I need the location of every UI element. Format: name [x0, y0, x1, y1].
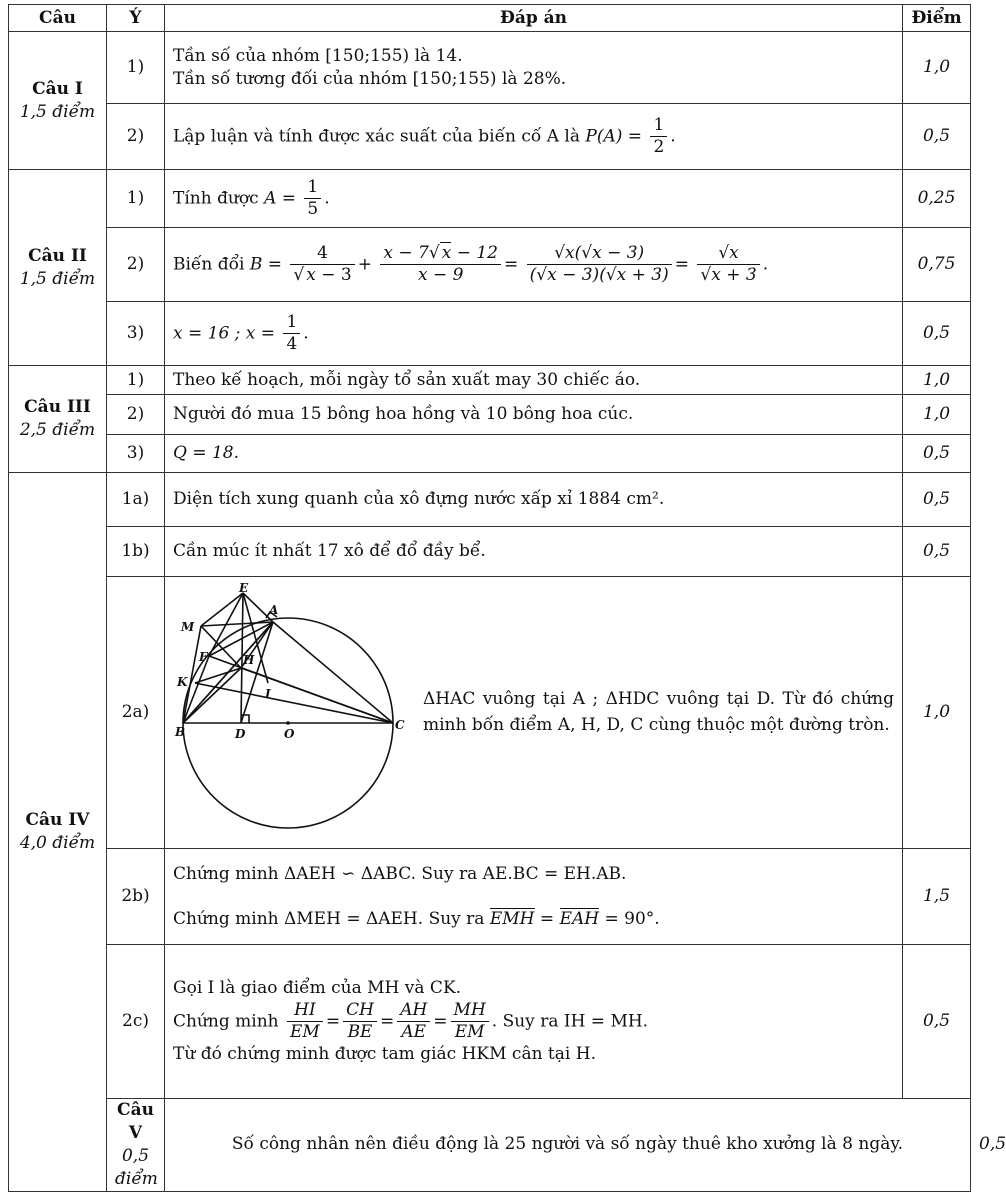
- label-m: M: [181, 619, 195, 634]
- table-row: [9, 527, 971, 577]
- header-y: Ý: [107, 5, 165, 32]
- den-rest: − 3: [315, 265, 352, 285]
- table-row: [9, 577, 971, 849]
- fraction: [287, 1000, 323, 1044]
- answer-text: Theo kế hoạch, mỗi ngày tổ sản xuất may 30 chiếc áo.: [165, 366, 903, 395]
- table-row: [9, 366, 971, 395]
- y-label: 2b): [107, 849, 165, 945]
- frac-num: MH: [451, 1000, 489, 1022]
- cau-points: 1,5 điểm: [19, 268, 96, 289]
- answer-text: Chứng minh ΔMEH = ΔAEH. Suy ra: [173, 908, 485, 929]
- frac-num: 4: [290, 243, 354, 265]
- answer-line: Tần số của nhóm [150;155) là 14.: [173, 45, 463, 66]
- plus-sign: +: [357, 254, 372, 274]
- fraction: [380, 243, 501, 287]
- answer-cell: x = 16 ; x = $\frac{1}{4}$ .: [165, 302, 903, 366]
- label-a: A: [269, 602, 279, 617]
- score: 0,25: [903, 170, 971, 228]
- frac-den: 2: [653, 137, 665, 157]
- frac-den: x − 9: [417, 265, 464, 285]
- cau-3-cell: [9, 366, 107, 473]
- answer-line: [173, 908, 894, 931]
- answer-cell: [165, 849, 903, 945]
- answer-table: [8, 4, 1006, 1192]
- fraction: [650, 115, 667, 159]
- score: 0,75: [903, 228, 971, 302]
- cau-title: Câu III: [24, 397, 91, 418]
- cau-2-cell: [9, 170, 107, 366]
- answer-cell: [165, 32, 903, 104]
- cau-1-cell: [9, 32, 107, 170]
- answer-text: Tính được: [173, 188, 259, 208]
- sqrt-body: x: [441, 242, 452, 263]
- header-row: [9, 5, 971, 32]
- table-row: Câu V 0,5 điểm Số công nhân nên điều động là 25 người và số ngày thuê kho xưởng là 8 ngày. 0,5: [9, 1099, 971, 1192]
- equals-sign: =: [503, 254, 519, 274]
- answer-cell: Lập luận và tính được xác suất của biến cố A là P(A) = $\frac{1}{2}$ .: [165, 104, 903, 170]
- answer-cell: [165, 945, 903, 1099]
- label-b: B: [175, 724, 186, 739]
- cau-points: 1,5 điểm: [19, 101, 96, 122]
- y-label: 2): [107, 395, 165, 435]
- label-c: C: [395, 717, 405, 732]
- frac-num: CH: [343, 1000, 377, 1022]
- frac-num: √x(√x − 3): [527, 243, 672, 265]
- segment-ma: [201, 622, 273, 626]
- label-e: E: [239, 580, 249, 595]
- y-label: 2a): [107, 577, 165, 849]
- segment-kc: [195, 683, 393, 723]
- geometry-figure: [173, 580, 405, 838]
- label-d: D: [235, 726, 246, 741]
- fraction: [283, 312, 300, 356]
- center-dot: [286, 721, 290, 725]
- cau-points: 0,5 điểm: [115, 1145, 158, 1189]
- num-part: x − 7: [383, 242, 429, 263]
- y-label: 1a): [107, 473, 165, 527]
- fraction: [527, 243, 672, 287]
- label-h: H: [243, 652, 255, 667]
- equals-sign: =: [534, 908, 560, 929]
- header-dap-an: Đáp án: [165, 5, 903, 32]
- answer-line: Từ đó chứng minh được tam giác HKM cân tại H.: [173, 1044, 596, 1065]
- cau-title: Câu V: [117, 1100, 154, 1143]
- fraction: [451, 1000, 489, 1044]
- segment-ac: [273, 622, 393, 723]
- frac-den: AE: [401, 1022, 427, 1042]
- score: 1,0: [903, 366, 971, 395]
- num-part: − 12: [451, 242, 498, 263]
- score: 0,5: [903, 302, 971, 366]
- fraction: [343, 1000, 377, 1044]
- segment-me: [201, 593, 243, 626]
- score: 0,5: [903, 527, 971, 577]
- equals-sign: =: [674, 254, 689, 274]
- score: 0,5: [903, 435, 971, 473]
- y-label: 1): [107, 170, 165, 228]
- answer-text: Số công nhân nên điều động là 25 người và số ngày thuê kho xưởng là 8 ngày.: [165, 1099, 971, 1192]
- table-row: [9, 170, 971, 228]
- frac-den: EM: [290, 1022, 320, 1042]
- answer-cell: Tính được A = $\frac{1}{5}$ .: [165, 170, 903, 228]
- table-row: [9, 395, 971, 435]
- answer-text: ΔHAC vuông tại A ; ΔHDC vuông tại D. Từ đó chứng minh bốn điểm A, H, D, C cùng thuộc một đường tròn.: [423, 689, 894, 735]
- angle-arc: EAH: [559, 908, 600, 929]
- math-expr: B =: [249, 254, 283, 274]
- table-row: [9, 435, 971, 473]
- answer-line: Gọi I là giao điểm của MH và CK.: [173, 977, 462, 998]
- frac-den: √x + 3: [700, 265, 757, 285]
- cau-points: 2,5 điểm: [19, 420, 96, 440]
- frac-den: √ x − 3: [293, 265, 352, 285]
- answer-cell: Biến đổi B = $\frac{4}{√ x - 3}$ + $\frac{x - 7√ x - 12}{x - 9}$ = $\frac{√x(√x - 3)}{(√x - 3)(√x + 3)}$ = $\frac{√x}{√x + 3}$ .: [165, 228, 903, 302]
- y-label: 1): [107, 366, 165, 395]
- table-row: [9, 302, 971, 366]
- y-label: 1b): [107, 527, 165, 577]
- table-row: [9, 228, 971, 302]
- frac-num: HI: [287, 1000, 323, 1022]
- table-row: [9, 32, 971, 104]
- math-expr: A =: [264, 188, 297, 208]
- frac-num: x − 7√ x − 12: [380, 243, 501, 265]
- cau-title: Câu II: [28, 245, 87, 266]
- cau-title: Câu I: [32, 78, 83, 99]
- table-row: [9, 849, 971, 945]
- y-label: 2): [107, 104, 165, 170]
- fraction: [397, 1000, 430, 1044]
- header-diem: Điểm: [903, 5, 971, 32]
- angle-arc: EMH: [489, 908, 535, 929]
- answer-line: Tần số tương đối của nhóm [150;155) là 28%.: [173, 68, 567, 89]
- answer-text: = 90°.: [599, 908, 660, 929]
- answer-text: Lập luận và tính được xác suất của biến cố A là: [173, 126, 580, 146]
- answer-line: Chứng minh $\frac{HI}{EM}$ = $\frac{CH}{BE}$ = $\frac{AH}{AE}$ = $\frac{MH}{EM}$ . Suy ra IH = MH.: [173, 999, 649, 1042]
- score: 1,0: [903, 577, 971, 849]
- fraction: [290, 243, 354, 287]
- frac-den: BE: [347, 1022, 373, 1042]
- score: 0,5: [903, 104, 971, 170]
- frac-num: 1: [650, 115, 667, 137]
- answer-line: Chứng minh ΔAEH ∽ ΔABC. Suy ra AE.BC = EH.AB.: [173, 863, 627, 884]
- cau-4-cell: [9, 473, 107, 1192]
- fraction: [304, 177, 321, 221]
- answer-text: Chứng minh: [173, 1011, 279, 1031]
- math-expr: P(A) =: [585, 126, 643, 146]
- frac-num: √x: [697, 243, 759, 265]
- answer-text: Q = 18.: [165, 435, 903, 473]
- y-label: 3): [107, 302, 165, 366]
- label-o: O: [284, 726, 295, 741]
- cau-5-cell: [107, 1099, 165, 1192]
- score: 1,5: [903, 849, 971, 945]
- y-label: 1): [107, 32, 165, 104]
- frac-num: AH: [397, 1000, 430, 1022]
- answer-cell: [165, 577, 903, 849]
- answer-text: Diện tích xung quanh của xô đựng nước xấp xỉ 1884 cm².: [165, 473, 903, 527]
- answer-text: . Suy ra IH = MH.: [491, 1011, 649, 1031]
- table-row: [9, 945, 971, 1099]
- score: 0,5: [903, 945, 971, 1099]
- frac-den: (√x − 3)(√x + 3): [529, 265, 669, 285]
- frac-num: 1: [283, 312, 300, 334]
- header-cau: Câu: [9, 5, 107, 32]
- label-k: K: [177, 674, 188, 689]
- label-i: I: [265, 686, 271, 701]
- answer-text: Cần múc ít nhất 17 xô để đổ đầy bể.: [165, 527, 903, 577]
- score: 1,0: [903, 395, 971, 435]
- score: 1,0: [903, 32, 971, 104]
- sqrt-body: x: [306, 265, 316, 285]
- cau-points: 4,0 điểm: [19, 832, 96, 853]
- math-expr: x = 16 ; x =: [173, 323, 276, 343]
- cau-title: Câu IV: [25, 809, 90, 830]
- figure-with-text: [173, 580, 894, 838]
- answer-text: Người đó mua 15 bông hoa hồng và 10 bông hoa cúc.: [165, 395, 903, 435]
- frac-den: EM: [454, 1022, 485, 1042]
- frac-den: 5: [307, 199, 319, 219]
- answer-text: Biến đổi: [173, 254, 245, 274]
- segment-fb: [183, 656, 209, 723]
- score: 0,5: [903, 473, 971, 527]
- segment-fc: [209, 656, 393, 723]
- frac-num: 1: [304, 177, 321, 199]
- y-label: 2): [107, 228, 165, 302]
- y-label: 2c): [107, 945, 165, 1099]
- fraction: [697, 243, 759, 287]
- frac-den: 4: [286, 334, 298, 354]
- table-row: [9, 104, 971, 170]
- label-f: F: [199, 649, 208, 664]
- table-row: [9, 473, 971, 527]
- y-label: 3): [107, 435, 165, 473]
